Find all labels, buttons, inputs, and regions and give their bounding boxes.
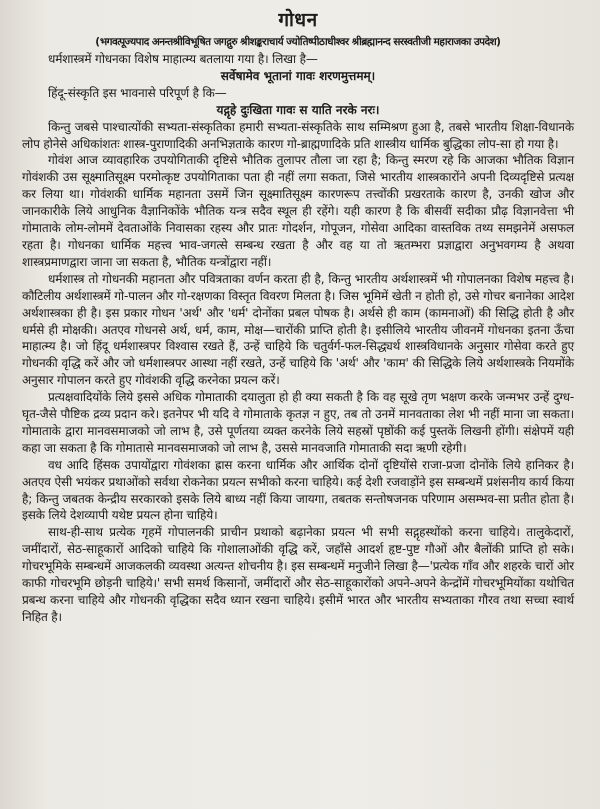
paragraph-1: किन्तु जबसे पाश्चात्योंकी सभ्यता-संस्कृतिका हमारी सभ्यता-संस्कृतिके साथ सम्मिश्रण हुआ है, तबसे भारतीय शिक्षा-विधानके लोप होनेसे अधिकांशतः शास्त्र-पुराणादिकी अनभिज्ञताके कारण गो-ब्राह्मणादिके प्रति शास्त्रीय धार्मिक बुद्धिका लोप-सा हो गया है। (22, 119, 574, 151)
intro-line-1: धर्मशास्त्रमें गोधनका विशेष माहात्म्य बतलाया गया है। लिखा है— (48, 52, 318, 66)
verse-1: सर्वेषामेव भूतानां गावः शरणमुत्तमम्। (220, 68, 376, 83)
paragraph-2: गोवंश आज व्यावहारिक उपयोगिताकी दृष्टिसे भौतिक तुलापर तौला जा रहा है; किन्तु स्मरण रहे कि आजका भौतिक विज्ञान गोवंशकी उस सूक्ष्मातिसूक्ष्म परमोत्कृष्ट उपयोगिताका पता ही नहीं लगा सकता, जिसे भारतीय शास्त्रकारोंने अपनी दिव्यदृष्टिसे प्रत्यक्ष कर लिया था। गोवंशकी धार्मिक महानता उसमें जिन सूक्ष्मातिसूक्ष्म कारणरूप तत्त्वोंकी प्रखरताके कारण है, उनकी खोज और जानकारीके लिये आधुनिक वैज्ञानिकोंके भौतिक यन्त्र सदैव स्थूल ही रहेंगे। यही कारण है कि बीसवीं सदीका प्रौढ़ विज्ञानवेत्ता भी गोमाताके लोम-लोममें देवताओंके निवासका रहस्य और प्रातः गोदर्शन, गोपूजन, गोसेवा आदिका वास्तविक तथ्य समझनेमें असफल रहता है। गोधनका धार्मिक महत्त्व भाव-जगत्से सम्बन्ध रखता है और वह या तो ऋतम्भरा प्रज्ञाद्वारा अनुभवगम्य है अथवा शास्त्रप्रमाणद्वारा जाना जा सकता है, भौतिक यन्त्रोंद्वारा नहीं। (22, 153, 574, 269)
intro-line-2: हिंदू-संस्कृति इस भावनासे परिपूर्ण है कि— (48, 85, 227, 100)
paragraph-3: धर्मशास्त्र तो गोधनकी महानता और पवित्रताका वर्णन करता ही है, किन्तु भारतीय अर्थशास्त्रमें भी गोपालनका विशेष महत्त्व है। कौटिलीय अर्थशास्त्रमें गो-पालन और गो-रक्षणका विस्तृत विवरण मिलता है। जिस भूमिमें खेती न होती हो, उसे गोचर बनानेका आदेश अर्थशास्त्रका ही है। इस प्रकार गोधन 'अर्थ' और 'धर्म' दोनोंका प्रबल पोषक है। अर्थसे ही काम (कामनाओं) की सिद्धि होती है और धर्मसे ही मोक्षकी। अतएव गोधनसे अर्थ, धर्म, काम, मोक्ष—चारोंकी प्राप्ति होती है। इसीलिये भारतीय जीवनमें गोधनका इतना ऊँचा माहात्म्य है। जो हिंदू धर्मशास्त्रपर विश्वास रखते हैं, उन्हें चाहिये कि चतुर्वर्ग-फल-सिद्ध्यर्थ शास्त्रविधानके अनुसार गोसेवा करते हुए गोधनकी वृद्धि करें और जो धर्मशास्त्रपर आस्था नहीं रखते, उन्हें चाहिये कि 'अर्थ' और 'काम' की सिद्धिके लिये अर्थशास्त्रके नियमोंके अनुसार गोपालन करते हुए गोवंशकी वृद्धि करनेका प्रयत्न करें। (22, 271, 574, 388)
subtitle-close-paren: ) (496, 36, 501, 48)
verse-2: यद्गृहे दुःखिता गावः स याति नरके नरः। (216, 102, 380, 117)
page-title: गोधन (278, 9, 318, 31)
subtitle-text: भगवत्पूज्यपाद अनन्तश्रीविभूषित जगद्गुरु श्रीशङ्कराचार्य ज्योतिष्पीठाधीश्वर श्रीब्रह्मानन्द सरस्वतीजी महाराजका उपदेश (99, 36, 497, 48)
subtitle (22, 35, 574, 49)
paragraph-6: साथ-ही-साथ प्रत्येक गृहमें गोपालनकी प्राचीन प्रथाको बढ़ानेका प्रयत्न भी सभी सद्गृहस्थोंको करना चाहिये। तालुकेदारों, जमींदारों, सेठ-साहूकारों आदिको चाहिये कि गोशालाओंकी वृद्धि करें, जहाँसे आदर्श हृष्ट-पुष्ट गौओं और बैलोंकी प्राप्ति हो सके। गोचरभूमिके सम्बन्धमें आजकलकी व्यवस्था अत्यन्त शोचनीय है। इस सम्बन्धमें मनुजीने लिखा है—'प्रत्येक गाँव और शहरके चारों ओर काफी गोचरभूमि छोड़नी चाहिये।' सभी समर्थ किसानों, जमींदारों और सेठ-साहूकारोंको अपने-अपने केन्द्रोंमें गोचरभूमियोंका यथोचित प्रबन्ध करना चाहिये और गोधनकी वृद्धिका सदैव ध्यान रखना चाहिये। इसीमें भारत और भारतीय सभ्यताका गौरव तथा सच्चा स्वार्थ निहित है। (22, 525, 574, 624)
paragraph-5: वध आदि हिंसक उपायोंद्वारा गोवंशका ह्रास करना धार्मिक और आर्थिक दोनों दृष्टियोंसे राजा-प्रजा दोनोंके लिये हानिकर है। अतएव ऐसी भयंकर प्रथाओंको सर्वथा रोकनेका प्रयत्न सभीको करना चाहिये। कई देशी रजवाड़ोंने इस सम्बन्धमें प्रशंसनीय कार्य किया है; किन्तु जबतक केन्द्रीय सरकारको इसके लिये बाध्य नहीं किया जायगा, तबतक सन्तोषजनक परिणाम असम्भव-सा प्रतीत होता है। इसके लिये देशव्यापी यथेष्ट प्रयत्न होना चाहिये। (22, 457, 574, 523)
paragraph-4: प्रत्यक्षवादियोंके लिये इससे अधिक गोमाताकी दयालुता हो ही क्या सकती है कि वह सूखे तृण भक्षण करके जन्मभर उन्हें दुग्ध-घृत-जैसे पौष्टिक द्रव्य प्रदान करे। इतनेपर भी यदि वे गोमाताके कृतज्ञ न हुए, तब तो उनमें मानवताका लेश भी नहीं माना जा सकता। गोमाताके द्वारा मानवसमाजको जो लाभ है, उसे पूर्णतया व्यक्त करनेके लिये सहस्रों पृष्ठोंकी कई पुस्तकें लिखनी होंगी। संक्षेपमें यही कहा जा सकता है कि गोमातासे मानवसमाजको जो लाभ है, उससे मानवजाति गोमाताकी सदा ऋणी रहेगी। (22, 390, 574, 455)
subtitle-open-paren: ( (95, 36, 100, 48)
